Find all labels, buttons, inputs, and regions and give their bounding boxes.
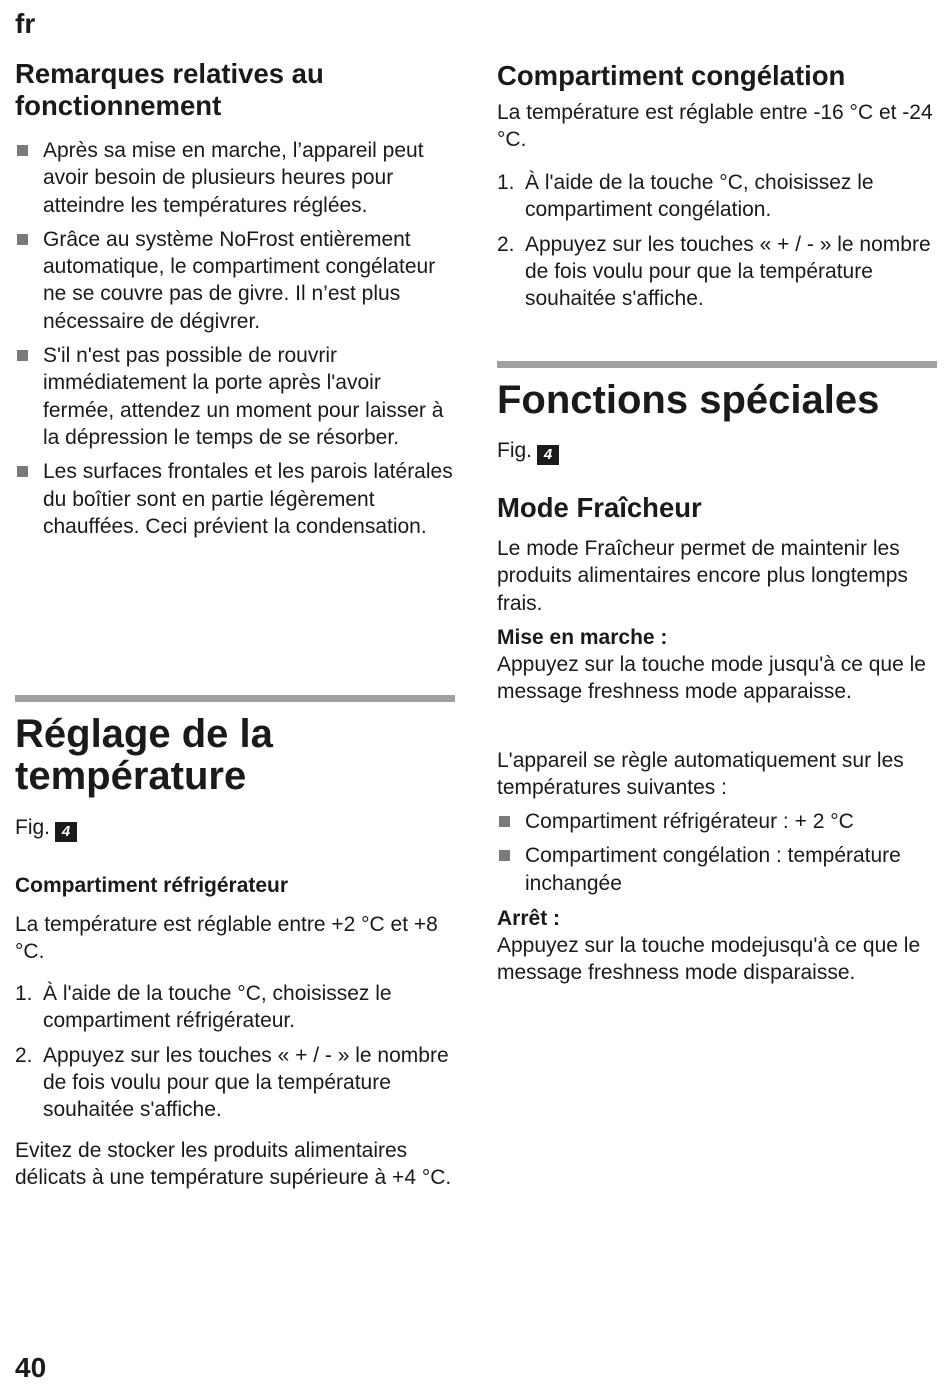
- temperature-heading: Réglage de la température: [15, 712, 273, 798]
- list-item: Les surfaces frontales et les parois latérales du boîtier sont en partie légèrement chauffées. Ceci prévient la condensation.: [15, 458, 455, 540]
- list-item: 2. Appuyez sur les touches « + / - » le nombre de fois voulu pour que la température souhaitée s'affiche.: [497, 232, 931, 311]
- figure-number-badge: 4: [55, 822, 77, 842]
- figure-label: Fig.: [497, 439, 533, 462]
- freezer-heading: Compartiment congélation: [497, 60, 846, 91]
- list-item: Grâce au système NoFrost entièrement automatique, le compartiment congélateur ne se couvre pas de givre. Il n’est plus nécessaire de dégivrer.: [15, 226, 455, 335]
- list-item: 1. À l'aide de la touche °C, choisissez le compartiment réfrigérateur.: [15, 982, 392, 1033]
- switch-on-text: Appuyez sur la touche mode jusqu'à ce que le message freshness mode apparaisse.: [497, 653, 926, 704]
- list-item: Compartiment réfrigérateur : + 2 °C: [497, 808, 937, 835]
- fridge-steps: [15, 980, 455, 1130]
- freezer-range-text: La température est réglable entre -16 °C et -24 °C.: [497, 101, 933, 152]
- section-divider: [15, 695, 455, 702]
- special-functions-heading: Fonctions spéciales: [497, 378, 880, 422]
- fresh-mode-heading: Mode Fraîcheur: [497, 492, 702, 523]
- figure-reference: [15, 814, 455, 842]
- list-item: 1. À l'aide de la touche °C, choisissez le compartiment congélation.: [497, 171, 874, 222]
- fridge-heading: Compartiment réfrigérateur: [15, 874, 289, 897]
- auto-settings-list: [497, 808, 937, 904]
- remarks-list: [15, 137, 455, 547]
- fridge-note-text: Evitez de stocker les produits alimentaires délicats à une température supérieure à +4 °C.: [15, 1139, 452, 1190]
- list-item: Après sa mise en marche, l’appareil peut avoir besoin de plusieurs heures pour atteindre les températures réglées.: [15, 137, 455, 219]
- switch-off-text: Appuyez sur la touche modejusqu'à ce que le message freshness mode disparaisse.: [497, 934, 921, 985]
- list-item: S'il n'est pas possible de rouvrir immédiatement la porte après l'avoir fermée, attendez un moment pour laisser à la dépression le temps de se résorber.: [15, 342, 455, 451]
- fresh-intro-text: Le mode Fraîcheur permet de maintenir les produits alimentaires encore plus longtemps frais.: [497, 537, 908, 615]
- switch-off-label: Arrêt :: [497, 907, 561, 930]
- freezer-steps: [497, 169, 937, 319]
- list-item: 2. Appuyez sur les touches « + / - » le nombre de fois voulu pour que la température souhaitée s'affiche.: [15, 1043, 449, 1122]
- switch-on-label: Mise en marche :: [497, 626, 668, 649]
- section-divider: [497, 361, 937, 368]
- figure-label: Fig.: [15, 816, 51, 839]
- figure-reference: [497, 437, 937, 465]
- fridge-range-text: La température est réglable entre +2 °C et +8 °C.: [15, 913, 438, 964]
- list-item: Compartiment congélation : température inchangée: [497, 842, 937, 897]
- page-number: 40: [15, 1352, 47, 1383]
- remarks-heading: Remarques relatives au fonctionnement: [15, 58, 324, 121]
- figure-number-badge: 4: [537, 445, 559, 465]
- auto-settings-text: L'appareil se règle automatiquement sur les températures suivantes :: [497, 749, 904, 800]
- language-tag: fr: [15, 8, 36, 39]
